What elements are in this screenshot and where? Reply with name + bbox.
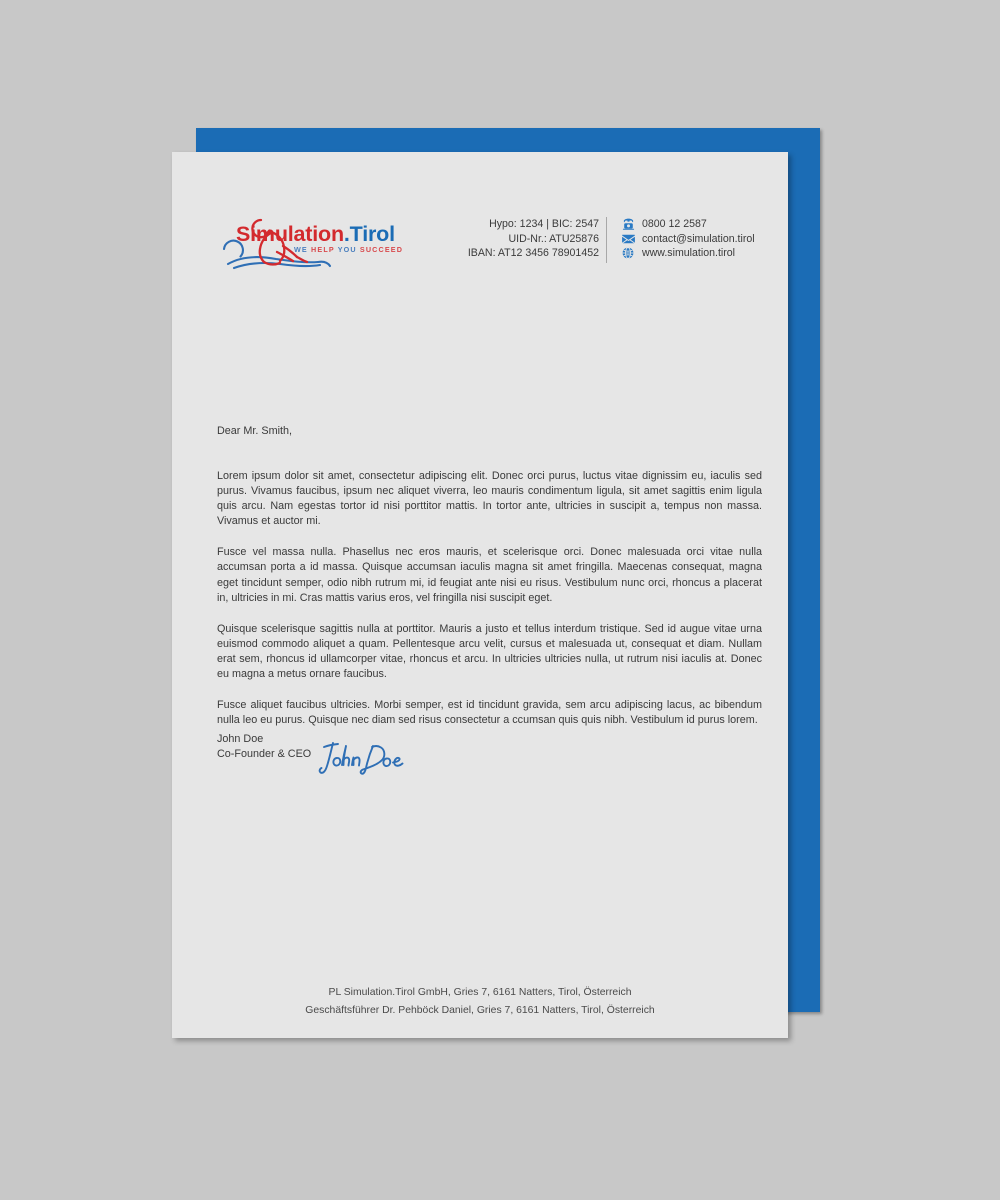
letter-salutation: Dear Mr. Smith, — [217, 425, 292, 437]
bank-line: IBAN: AT12 3456 78901452 — [467, 247, 599, 260]
envelope-icon — [620, 234, 636, 244]
bank-line: Hypo: 1234 | BIC: 2547 — [489, 218, 599, 230]
letter-paragraph: Fusce vel massa nulla. Phasellus nec eros mauris, et scelerisque orci. Donec malesuada orci vitae nulla accumsan porta a id massa. Quisque accumsan iaculis magna sit amet fringilla. Maecenas consequat, magna eget tincidunt semper, odio nibh rutrum mi, id feugiat ante nisi eu risus. Vestibulum nunc orci, rhoncus a placerat in, ultricies in mi. Cras mattis varius eros, vel fringilla nisi suscipit eget. — [217, 546, 762, 604]
logo-name-primary: Simulation — [236, 222, 344, 246]
contact-phone-text: 0800 12 2587 — [642, 218, 707, 231]
footer-director-line: Geschäftsführer Dr. Pehböck Daniel, Gries 7, 6161 Natters, Tirol, Österreich — [305, 1005, 655, 1016]
logo-tagline: WE HELP YOU SUCCEED — [294, 245, 404, 254]
telephone-icon — [620, 218, 636, 230]
page-footer — [172, 984, 788, 1020]
letterhead-header — [172, 210, 788, 282]
handwritten-signature — [315, 738, 410, 778]
contact-email-row — [620, 232, 755, 247]
header-divider — [606, 217, 607, 263]
contact-details — [620, 217, 755, 261]
signer-name: John Doe — [217, 733, 264, 745]
footer-company-line: PL Simulation.Tirol GmbH, Gries 7, 6161 Natters, Tirol, Österreich — [328, 987, 632, 998]
letter-body — [217, 424, 762, 728]
letter-paragraph: Lorem ipsum dolor sit amet, consectetur adipiscing elit. Donec orci purus, luctus vitae dignissim eu, iaculis sed purus. Vivamus faucibus, ipsum nec aliquet viverra, leo mauris condimentum ligula, sit amet sagittis enim ligula quis arcu. Nam egestas tortor id nisi porttitor mattis. In tortor ante, ultricies in suscipit a, tempus non massa. Vivamus et auctor mi. — [217, 470, 762, 528]
logo-wordmark — [236, 224, 395, 246]
contact-website-text: www.simulation.tirol — [642, 247, 736, 260]
letterhead-page — [172, 152, 788, 1038]
signer-role: Co-Founder & CEO — [217, 748, 312, 760]
contact-website-row — [620, 246, 755, 261]
letter-paragraph: Quisque scelerisque sagittis nulla at porttitor. Mauris a justo et tellus interdum tristique. Sed id augue vitae urna euismod commodo aliquet a quam. Pellentesque arcu velit, cursus et malesuada ut, consequat et diam. Nullam erat sem, rhoncus id ullamcorper vitae, rhoncus et arcu. In ultricies ultricies nulla, ut rutrum nisi iaculis at. Donec eu magna a metus ornare faucibus. — [217, 622, 762, 681]
contact-email-text: contact@simulation.tirol — [642, 232, 755, 245]
bank-line: UID-Nr.: ATU25876 — [508, 232, 599, 245]
bank-details — [422, 217, 599, 261]
letter-paragraph: Fusce aliquet faucibus ultricies. Morbi semper, est id tincidunt gravida, sem arcu adipiscing lacus, ac bibendum nulla leo eu purus. Quisque nec diam sed risus consectetur a ccumsan quis quis nibh. Vestibulum id purus lorem. — [217, 699, 762, 727]
logo-name-secondary: .Tirol — [343, 222, 395, 246]
signature-block — [217, 732, 617, 762]
globe-icon — [620, 247, 636, 259]
contact-phone-row — [620, 217, 755, 232]
